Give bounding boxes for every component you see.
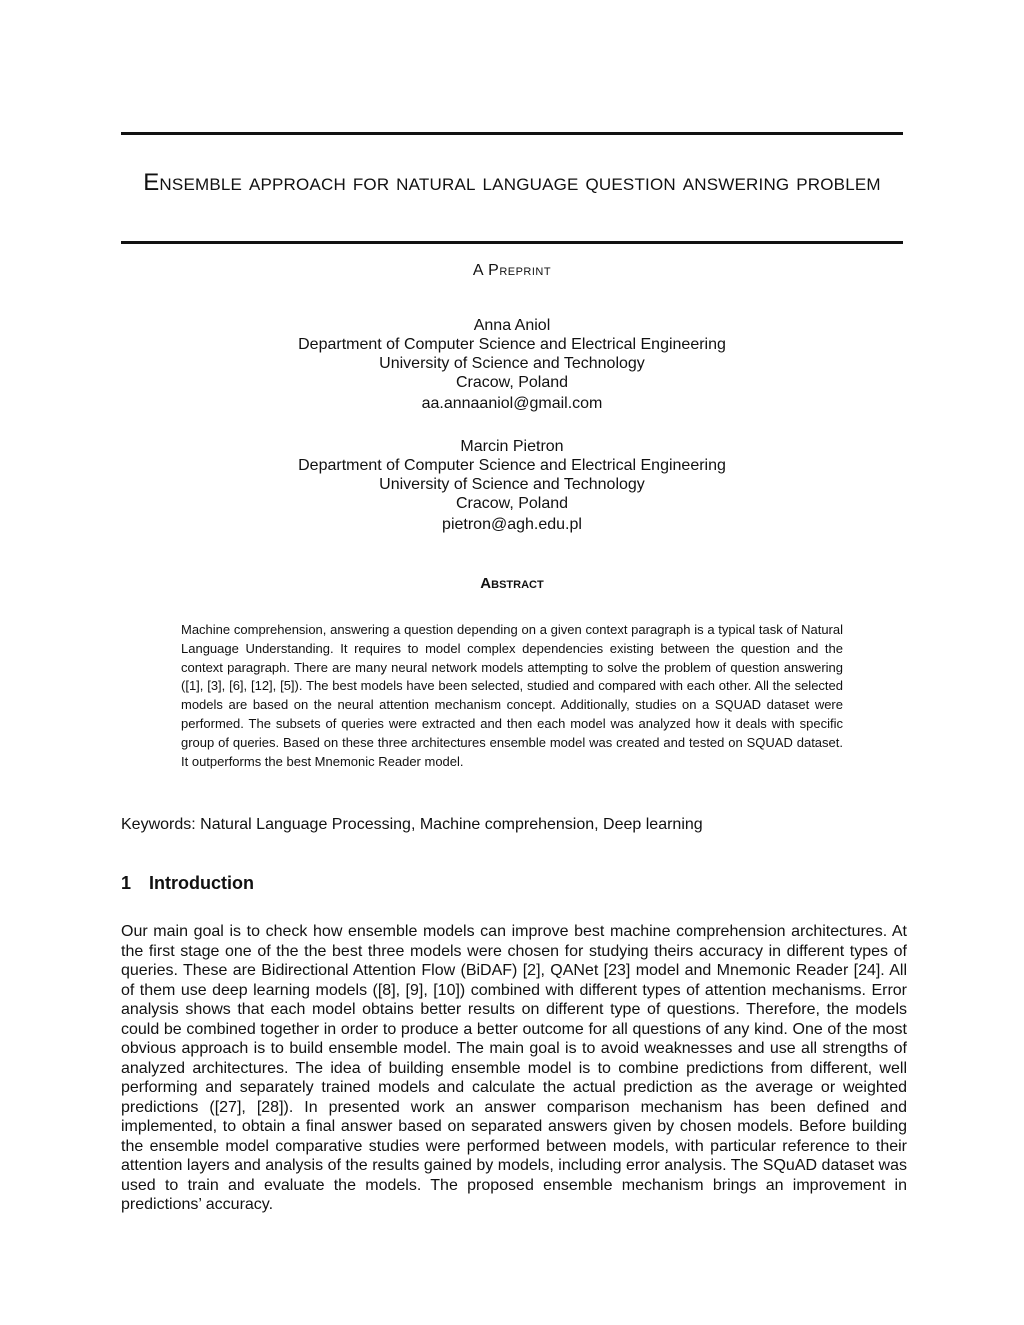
- author-block: [121, 316, 903, 413]
- section-number: 1: [121, 873, 132, 893]
- abstract-text: Machine comprehension, answering a question depending on a given context paragraph is a typical task of Natural Language Understanding. It requires to model complex dependencies existing between the question and the context paragraph. There are many neural network models attempting to solve the problem of question answering ([1], [3], [6], [12], [5]). The best models have been selected, studied and compared with each other. All the selected models are based on the neural attention mechanism concept. Additionally, studies on a SQUAD dataset were performed. The subsets of queries were extracted and then each model was analyzed how it deals with specific group of queries. Based on these three architectures ensemble model was created and tested on SQUAD dataset. It outperforms the best Mnemonic Reader model.: [181, 622, 843, 769]
- author-block: [121, 437, 903, 534]
- title-bottom-rule: [121, 241, 903, 244]
- author-location: Cracow, Poland: [455, 495, 569, 512]
- author-name: Marcin Pietron: [460, 438, 564, 455]
- author-location: Cracow, Poland: [455, 374, 569, 391]
- author-department: Department of Computer Science and Electrical Engineering: [298, 336, 726, 353]
- author-university: University of Science and Technology: [379, 355, 645, 372]
- section-title: Introduction: [149, 873, 254, 893]
- author-department: Department of Computer Science and Electrical Engineering: [298, 457, 726, 474]
- abstract-heading: Abstract: [480, 575, 544, 592]
- author-university: University of Science and Technology: [379, 476, 645, 493]
- paper-title: Ensemble approach for natural language question answering problem: [143, 169, 881, 196]
- section-heading: [121, 873, 903, 894]
- keywords: Keywords: Natural Language Processing, Machine comprehension, Deep learning: [121, 816, 703, 833]
- introduction-paragraph: Our main goal is to check how ensemble models can improve best machine comprehension architectures. At the first stage one of the the best three models were chosen for studying theirs accuracy in different types of queries. These are Bidirectional Attention Flow (BiDAF) [2], QANet [23] model and Mnemonic Reader [24]. All of them use deep learning models ([8], [9], [10]) combined with different types of attention mechanisms. Error analysis shows that each model obtains better results on different type of questions. Therefore, the models could be combined together in order to produce a better outcome for all questions of any kind. One of the most obvious approach is to build ensemble model. The main goal is to avoid weaknesses and use all strengths of analyzed architectures. The idea of building ensemble model is to combine predictions from different, well performing and separately trained models and calculate the actual prediction as the average or weighted predictions ([27], [28]). In presented work an answer comparison mechanism has been defined and implemented, to obtain a final answer based on separated answers given by chosen models. Before building the ensemble model comparative studies were performed between models, with particular reference to their attention layers and analysis of the results gained by models, including error analysis. The SQuAD dataset was used to train and evaluate the models. The proposed ensemble mechanism brings an improvement in predictions’ accuracy.: [121, 923, 907, 1213]
- author-name: Anna Aniol: [473, 317, 551, 334]
- preprint-label: A Preprint: [472, 262, 552, 279]
- author-email: pietron@agh.edu.pl: [442, 516, 582, 533]
- author-email: aa.annaaniol@gmail.com: [421, 395, 603, 412]
- title-top-rule: [121, 132, 903, 135]
